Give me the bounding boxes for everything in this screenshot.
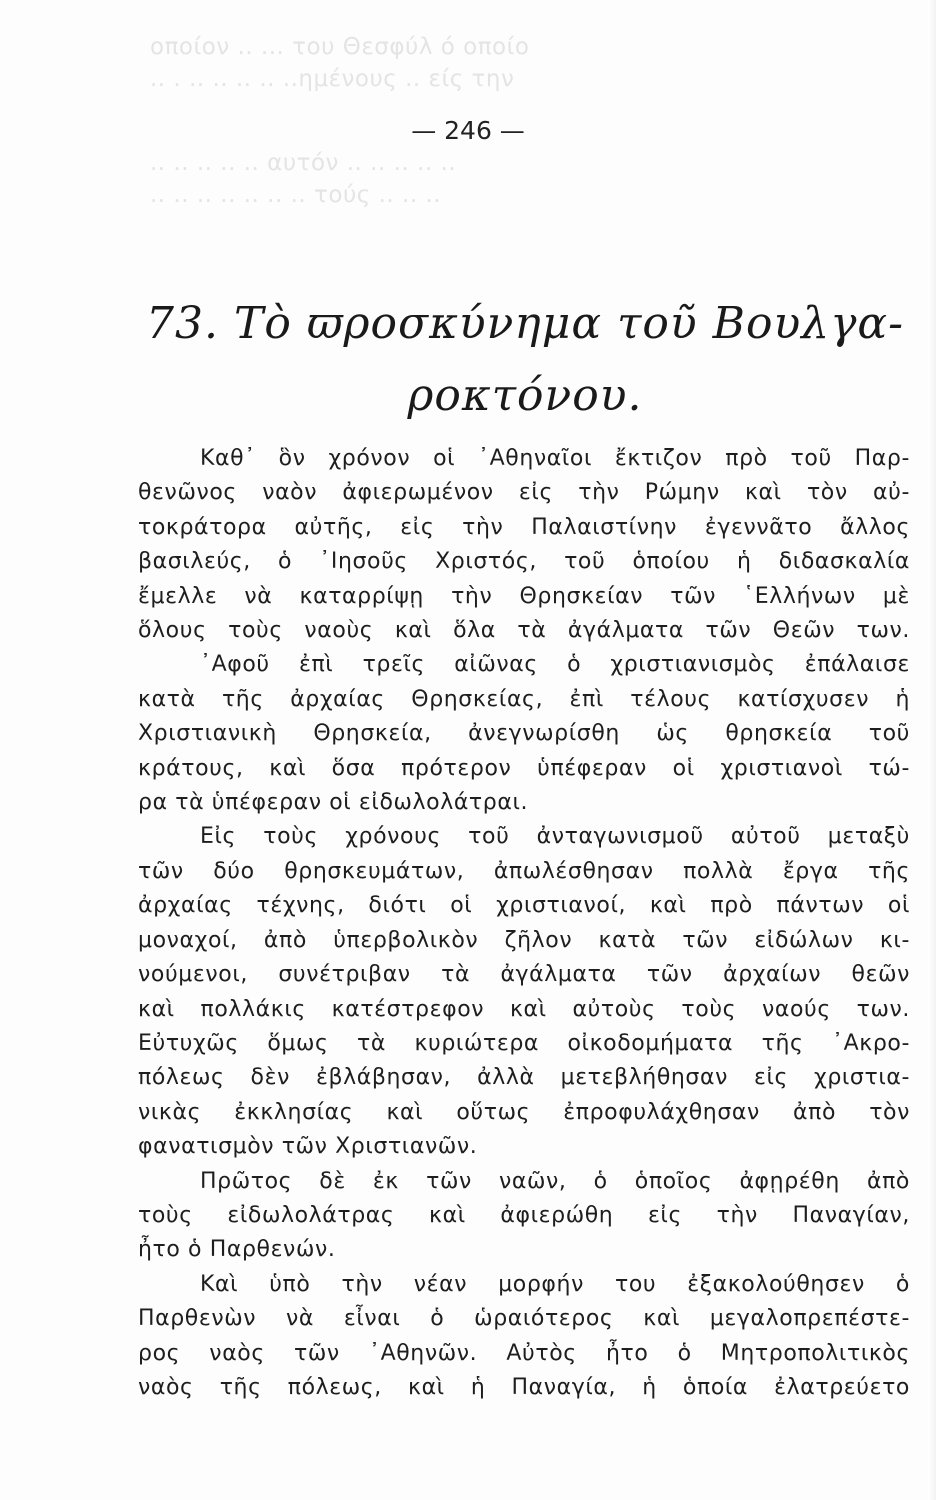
text-line: Πρῶτος δὲ ἐκ τῶν ναῶν, ὁ ὁποῖος ἀφῃρέθη ἀπὸ — [200, 1168, 910, 1194]
bleed-through-line-3: .. .. .. .. .. αυτόν .. .. .. .. .. — [150, 150, 457, 176]
text-line: Καὶ ὑπὸ τὴν νέαν μορφήν του ἐξακολούθησεν ὁ — [200, 1271, 910, 1297]
text-line: καὶ πολλάκις κατέστρεφον καὶ αὐτοὺς τοὺς ναούς των. — [138, 996, 910, 1022]
text-line: Καθ᾽ ὃν χρόνον οἱ ᾽Αθηναῖοι ἔκτιζον πρὸ τοῦ Παρ- — [200, 446, 910, 471]
bleed-through-line-4: .. .. .. .. .. .. .. τούς .. .. .. — [150, 182, 442, 208]
page-number: — 246 — — [411, 116, 525, 145]
text-line: φανατισμὸν τῶν Χριστιανῶν. — [138, 1134, 478, 1160]
text-line: μοναχοί, ἀπὸ ὑπερβολικὸν ζῆλον κατὰ τῶν εἰδώλων κι- — [138, 927, 910, 953]
text-line: ἔμελλε νὰ καταρρίψῃ τὴν Θρησκείαν τῶν ῾Ελλήνων μὲ — [138, 583, 910, 609]
text-line: Εὐτυχῶς ὅμως τὰ κυριώτερα οἰκοδομήματα τῆς ᾽Ακρο- — [138, 1030, 910, 1056]
text-line: νικὰς ἐκκλησίας καὶ οὕτως ἐπροφυλάχθησαν ἀπὸ τὸν — [138, 1099, 910, 1125]
text-line: ἦτο ὁ Παρθενών. — [138, 1237, 336, 1263]
text-line: κράτους, καὶ ὅσα πρότερον ὑπέφεραν οἱ χριστιανοὶ τώ- — [138, 755, 910, 781]
text-line: ἀρχαίας τέχνης, διότι οἱ χριστιανοί, καὶ πρὸ πάντων οἱ — [138, 893, 910, 919]
text-line: θενῶνος ναὸν ἀφιερωμένον εἰς τὴν Ρώμην καὶ τὸν αὐ- — [138, 480, 910, 506]
text-line: Παρθενὼν νὰ εἶναι ὁ ὡραιότερος καὶ μεγαλοπρεπέστε- — [138, 1306, 910, 1332]
body-text — [138, 442, 910, 1405]
text-line: ᾽Αφοῦ ἐπὶ τρεῖς αἰῶνας ὁ χριστιανισμὸς ἐπάλαισε — [200, 652, 910, 678]
chapter-title-line-1: 73. Τὸ ϖροσκύνημα τοῦ Βουλγα- — [146, 298, 904, 349]
text-line: τοὺς εἰδωλολάτρας καὶ ἀφιερώθη εἰς τὴν Παναγίαν, — [138, 1202, 910, 1228]
text-line: κατὰ τῆς ἀρχαίας Θρησκείας, ἐπὶ τέλους κατίσχυσεν ἡ — [138, 686, 910, 712]
text-line: πόλεως δὲν ἐβλάβησαν, ἀλλὰ μετεβλήθησαν εἰς χριστια- — [138, 1065, 910, 1091]
page-edge-shadow — [928, 0, 936, 1500]
bleed-through-line-2: .. . .. .. .. .. ..ημένους .. είς την — [150, 66, 515, 92]
text-line: ναὸς τῆς πόλεως, καὶ ἡ Παναγία, ἡ ὁποία ἐλατρεύετο — [138, 1374, 910, 1400]
text-line: ρος ναὸς τῶν ᾽Αθηνῶν. Αὐτὸς ἦτο ὁ Μητροπολιτικὸς — [138, 1340, 910, 1366]
text-line: τοκράτορα αὐτῆς, εἰς τὴν Παλαιστίνην ἐγεννᾶτο ἄλλος — [138, 514, 910, 540]
chapter-title-line-2: ροκτόνου. — [407, 370, 643, 421]
text-line: Εἰς τοὺς χρόνους τοῦ ἀνταγωνισμοῦ αὐτοῦ μεταξὺ — [200, 824, 910, 850]
text-line: Χριστιανικὴ Θρησκεία, ἀνεγνωρίσθη ὡς θρησκεία τοῦ — [138, 721, 910, 747]
text-line: ὅλους τοὺς ναοὺς καὶ ὅλα τὰ ἀγάλματα τῶν Θεῶν των. — [138, 618, 910, 644]
text-line: βασιλεύς, ὁ ᾽Ιησοῦς Χριστός, τοῦ ὁποίου ἡ διδασκαλία — [138, 549, 910, 575]
chapter-title — [145, 288, 905, 432]
text-line: νούμενοι, συνέτριβαν τὰ ἀγάλματα τῶν ἀρχαίων θεῶν — [138, 962, 910, 988]
text-line: τῶν δύο θρησκευμάτων, ἀπωλέσθησαν πολλὰ ἔργα τῆς — [138, 858, 910, 884]
bleed-through-line-1: οποίον .. ... του Θεσφύλ ό οποίο — [150, 34, 530, 60]
text-line: ρα τὰ ὑπέφεραν οἱ εἰδωλολάτραι. — [138, 790, 529, 816]
